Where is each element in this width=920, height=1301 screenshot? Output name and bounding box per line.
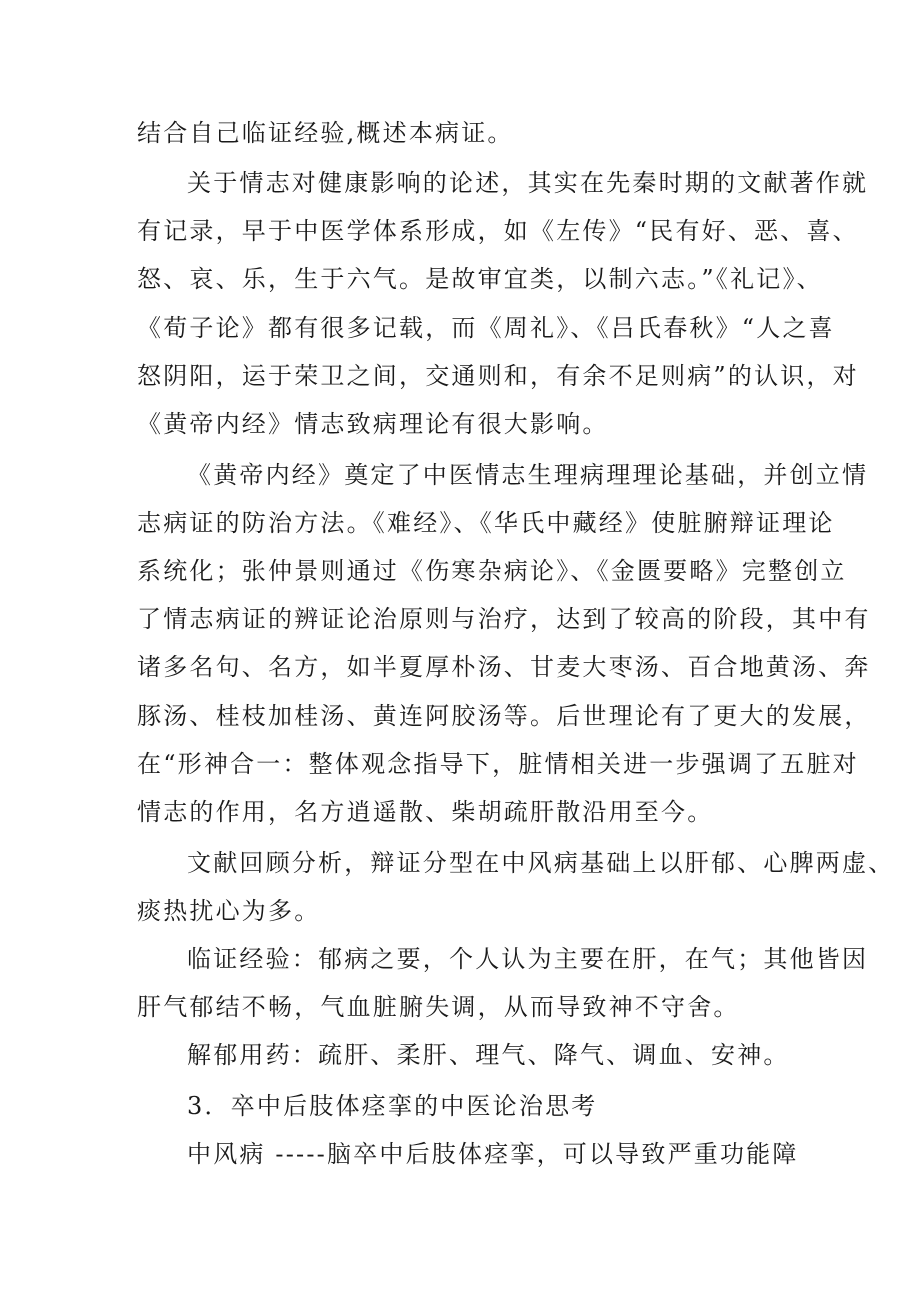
text-line: 怒、哀、乐，生于六气。是故审宜类，以制六志。”《礼记》、 [137, 265, 823, 293]
text-line: 志病证的防治方法。《难经》、《华氏中藏经》使脏腑辩证理论 [137, 509, 835, 537]
text-line: 有记录，早于中医学体系形成，如《左传》“民有好、恶、喜、 [137, 217, 859, 245]
text-line: 情志的作用，名方逍遥散、柴胡疏肝散沿用至今。 [137, 798, 714, 826]
text-line: 《黄帝内经》情志致病理论有很大影响。 [137, 410, 609, 438]
paragraph-first-line: 文献回顾分析，辩证分型在中风病基础上以肝郁、心脾两虚、 [187, 849, 895, 877]
text-line: 怒阴阳，运于荣卫之间，交通则和，有余不足则病”的认识，对 [137, 362, 859, 390]
text-line: 结合自己临证经验,概述本病证。 [137, 119, 514, 147]
paragraph-first-line: 临证经验：郁病之要，个人认为主要在肝，在气；其他皆因 [187, 945, 869, 973]
text-line: 豚汤、桂枝加桂汤、黄连阿胶汤等。后世理论有了更大的发展， [137, 702, 871, 730]
text-line: 诸多名句、名方，如半夏厚朴汤、甘麦大枣汤、百合地黄汤、奔 [137, 653, 871, 681]
text-line: 痰热扰心为多。 [137, 897, 321, 925]
text-line: 了情志病证的辨证论治原则与治疗，达到了较高的阶段，其中有 [137, 605, 871, 633]
section-heading: 3．卒中后肢体痉挛的中医论治思考 [187, 1092, 598, 1120]
text-line: 《荀子论》都有很多记载，而《周礼》、《吕氏春秋》“人之喜 [137, 314, 835, 342]
text-line: 肝气郁结不畅，气血脏腑失调，从而导致神不守舍。 [137, 993, 740, 1021]
paragraph-first-line: 《黄帝内经》奠定了中医情志生理病理理论基础，并创立情 [187, 461, 869, 489]
text-line: 在“形神合一：整体观念指导下，脏情相关进一步强调了五脏对 [137, 750, 859, 778]
text-line: 系统化；张仲景则通过《伤寒杂病论》、《金匮要略》完整创立 [137, 557, 847, 585]
paragraph-first-line: 中风病 -----脑卒中后肢体痉挛，可以导致严重功能障 [187, 1140, 799, 1168]
paragraph-first-line: 关于情志对健康影响的论述，其实在先秦时期的文献著作就 [187, 169, 869, 197]
paragraph-first-line: 解郁用药：疏肝、柔肝、理气、降气、调血、安神。 [187, 1041, 790, 1069]
